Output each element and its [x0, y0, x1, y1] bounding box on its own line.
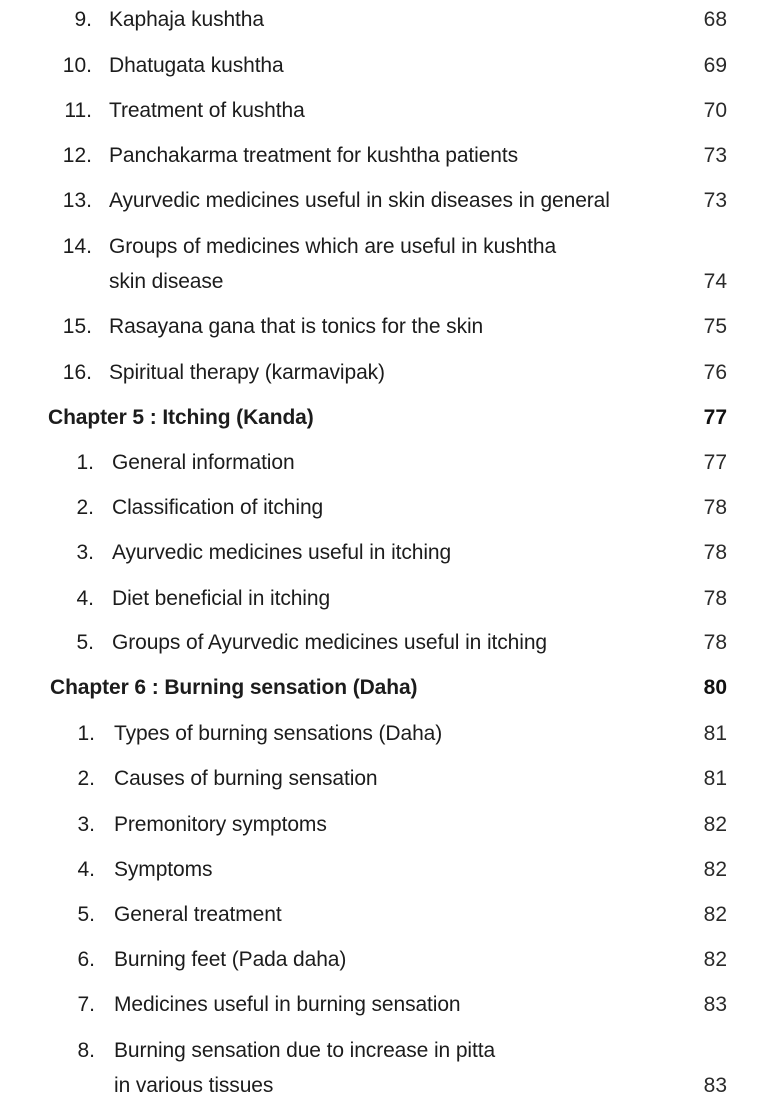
toc-entry[interactable] — [0, 945, 780, 975]
entry-number: 13. — [62, 189, 92, 212]
entry-title: Symptoms — [114, 858, 213, 881]
entry-page: 78 — [703, 587, 727, 610]
entry-title: Medicines useful in burning sensation — [114, 993, 461, 1016]
entry-number: 12. — [62, 144, 92, 167]
entry-page: 77 — [703, 451, 727, 474]
entry-title: Premonitory symptoms — [114, 813, 327, 836]
entry-page: 82 — [703, 903, 727, 926]
entry-title: Groups of medicines which are useful in kushtha — [109, 235, 557, 258]
entry-page: 76 — [703, 361, 727, 384]
entry-title: General information — [112, 451, 295, 474]
entry-page: 81 — [703, 722, 727, 745]
entry-number: 11. — [64, 99, 92, 122]
entry-title: Diet beneficial in itching — [112, 587, 331, 610]
entry-title: Burning feet (Pada daha) — [114, 948, 347, 971]
toc-entry[interactable] — [0, 51, 780, 81]
entry-number: 8. — [77, 1039, 95, 1062]
entry-page: 82 — [703, 858, 727, 881]
entry-title: Types of burning sensations (Daha) — [114, 722, 443, 745]
entry-number: 15. — [62, 315, 92, 338]
toc-entry[interactable] — [0, 232, 780, 297]
entry-number: 6. — [77, 948, 95, 971]
entry-number: 2. — [76, 496, 94, 519]
entry-title: General treatment — [114, 903, 282, 926]
toc-entry[interactable] — [0, 855, 780, 885]
entry-page: 78 — [703, 496, 727, 519]
entry-page: 81 — [703, 767, 727, 790]
chapter-heading-6[interactable] — [0, 673, 780, 703]
entry-page: 82 — [703, 813, 727, 836]
chapter-heading-5[interactable] — [0, 403, 780, 433]
toc-entry[interactable] — [0, 538, 780, 568]
toc-entry[interactable] — [0, 584, 780, 614]
toc-entry[interactable] — [0, 990, 780, 1020]
toc-entry[interactable] — [0, 141, 780, 171]
toc-entry[interactable] — [0, 493, 780, 523]
entry-page: 73 — [703, 144, 727, 167]
toc-entry[interactable] — [0, 312, 780, 342]
entry-number: 5. — [77, 903, 95, 926]
entry-page: 73 — [703, 189, 727, 212]
entry-number: 10. — [62, 54, 92, 77]
entry-number: 3. — [76, 541, 94, 564]
entry-title: Kaphaja kushtha — [109, 8, 264, 31]
entry-title: Rasayana gana that is tonics for the skin — [109, 315, 484, 338]
entry-title-continued: skin disease — [109, 270, 224, 293]
entry-number: 4. — [76, 587, 94, 610]
entry-number: 16. — [62, 361, 92, 384]
entry-number: 3. — [77, 813, 95, 836]
toc-entry[interactable] — [0, 1036, 780, 1101]
chapter-page: 80 — [703, 676, 727, 699]
entry-title: Classification of itching — [112, 496, 324, 519]
entry-title: Ayurvedic medicines useful in skin diseases in general — [109, 189, 610, 212]
entry-title: Causes of burning sensation — [114, 767, 378, 790]
toc-entry[interactable] — [0, 764, 780, 794]
toc-entry[interactable] — [0, 5, 780, 35]
entry-page: 78 — [703, 631, 727, 654]
entry-page: 75 — [703, 315, 727, 338]
toc-entry[interactable] — [0, 448, 780, 478]
toc-entry[interactable] — [0, 96, 780, 126]
entry-page: 78 — [703, 541, 727, 564]
entry-title: Panchakarma treatment for kushtha patients — [109, 144, 519, 167]
entry-title-continued: in various tissues — [114, 1074, 274, 1097]
entry-number: 4. — [77, 858, 95, 881]
entry-number: 14. — [62, 235, 92, 258]
entry-page: 68 — [703, 8, 727, 31]
toc-entry[interactable] — [0, 186, 780, 216]
toc-entry[interactable] — [0, 810, 780, 840]
toc-entry[interactable] — [0, 900, 780, 930]
chapter-page: 77 — [703, 406, 727, 429]
entry-number: 2. — [77, 767, 95, 790]
entry-page: 69 — [703, 54, 727, 77]
entry-number: 9. — [74, 8, 92, 31]
entry-number: 5. — [76, 631, 94, 654]
entry-page: 82 — [703, 948, 727, 971]
toc-entry[interactable] — [0, 719, 780, 749]
entry-page: 83 — [703, 1074, 727, 1097]
chapter-title: Chapter 6 : Burning sensation (Daha) — [50, 676, 418, 699]
entry-title: Dhatugata kushtha — [109, 54, 284, 77]
entry-title: Groups of Ayurvedic medicines useful in itching — [112, 631, 547, 654]
toc-entry[interactable] — [0, 628, 780, 658]
entry-page: 83 — [703, 993, 727, 1016]
entry-page: 70 — [703, 99, 727, 122]
entry-title: Burning sensation due to increase in pitta — [114, 1039, 496, 1062]
entry-page: 74 — [703, 270, 727, 293]
entry-title: Spiritual therapy (karmavipak) — [109, 361, 385, 384]
entry-number: 1. — [77, 722, 95, 745]
toc-entry[interactable] — [0, 358, 780, 388]
entry-title: Ayurvedic medicines useful in itching — [112, 541, 452, 564]
entry-number: 7. — [77, 993, 95, 1016]
entry-title: Treatment of kushtha — [109, 99, 305, 122]
chapter-title: Chapter 5 : Itching (Kanda) — [48, 406, 314, 429]
entry-number: 1. — [76, 451, 94, 474]
